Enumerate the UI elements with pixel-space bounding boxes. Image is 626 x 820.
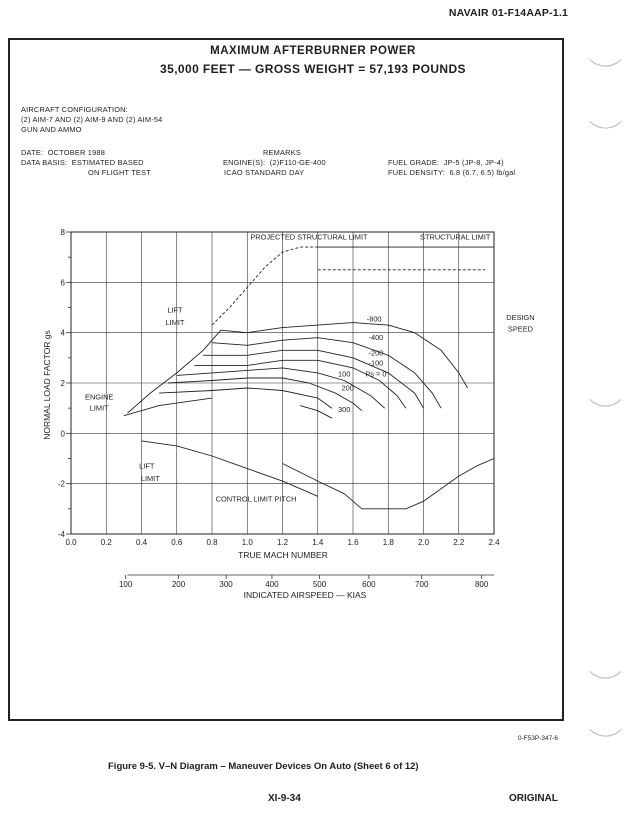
kias-tick-label: 100 <box>118 580 133 589</box>
y-tick-label: 6 <box>60 278 65 288</box>
series-300 <box>300 406 332 419</box>
config-heading: AIRCRAFT CONFIGURATION: <box>21 105 128 114</box>
x-tick-label: 0.0 <box>65 538 77 547</box>
annotation-label: -800 <box>366 314 382 324</box>
annotation-label: -200 <box>368 348 384 358</box>
x-tick-label: 2.2 <box>453 538 465 547</box>
series-projected-structural-limit <box>212 247 318 325</box>
engine-text: ENGINE(S): (2)F110-GE-400 <box>223 158 326 167</box>
annotation-label: LIFT <box>167 305 183 315</box>
document-status: ORIGINAL <box>509 793 558 804</box>
chart-grid <box>71 232 494 534</box>
x-tick-label: 0.4 <box>135 538 148 547</box>
annotation-label: SPEED <box>507 324 533 334</box>
series-200 <box>159 388 332 408</box>
annotation-label: ENGINE <box>85 392 114 402</box>
y-axis-label: NORMAL LOAD FACTOR gs <box>42 330 52 440</box>
annotation-label: 200 <box>341 383 354 393</box>
kias-tick-label: 700 <box>415 580 429 589</box>
series-lift-limit <box>142 441 318 496</box>
icao-text: ICAO STANDARD DAY <box>224 168 305 177</box>
chart-annotations <box>85 233 535 504</box>
x-tick-label: 2.0 <box>417 538 430 547</box>
annotation-label: STRUCTURAL LIMIT <box>420 232 491 242</box>
annotation-label: Ps = 0 <box>365 369 387 379</box>
annotation-label: LIMIT <box>165 318 185 328</box>
kias-tick-label: 800 <box>474 580 489 589</box>
series-engine-limit <box>124 398 212 416</box>
x-tick-label: 0.6 <box>171 538 183 547</box>
x-tick-label: 0.2 <box>100 538 112 547</box>
y-tick-label: -2 <box>57 479 65 489</box>
figure-id: 0-F53P-347-6 <box>517 735 558 742</box>
remarks-heading: REMARKS <box>263 148 301 157</box>
config-line-2: GUN AND AMMO <box>21 125 82 134</box>
annotation-label: LIMIT <box>89 403 109 413</box>
fuel-density: FUEL DENSITY: 6.8 (6.7, 6.5) lb/gal <box>388 168 516 177</box>
y-tick-label: -4 <box>57 530 65 539</box>
annotation-label: 100 <box>338 369 351 379</box>
config-line-1: (2) AIM-7 AND (2) AIM-9 AND (2) AIM-54 <box>21 115 163 124</box>
x-axis-label: TRUE MACH NUMBER <box>238 550 328 560</box>
kias-tick-label: 300 <box>219 580 233 589</box>
y-tick-label: 0 <box>60 429 65 439</box>
series-100 <box>194 360 406 408</box>
series-200 <box>203 350 423 408</box>
annotation-label: DESIGN <box>506 313 535 323</box>
kias-tick-label: 600 <box>362 580 376 589</box>
data-basis-1: DATA BASIS: ESTIMATED BASED <box>21 158 144 167</box>
chart-title: MAXIMUM AFTERBURNER POWER <box>210 45 416 57</box>
annotation-label: -400 <box>368 333 384 343</box>
page-number: XI-9-34 <box>268 793 301 804</box>
x-tick-label: 1.4 <box>312 538 324 547</box>
x-tick-label: 2.4 <box>488 538 500 547</box>
x-tick-label: 1.0 <box>241 538 253 547</box>
y-tick-label: 8 <box>60 228 65 237</box>
y-tick-label: 4 <box>60 328 65 338</box>
x-tick-label: 1.6 <box>347 538 359 547</box>
kias-tick-label: 400 <box>265 580 279 589</box>
chart-subtitle: 35,000 FEET — GROSS WEIGHT = 57,193 POUNDS <box>160 62 466 76</box>
kias-tick-label: 200 <box>171 580 186 589</box>
kias-axis-label: INDICATED AIRSPEED — KIAS <box>243 590 367 600</box>
x-tick-label: 1.2 <box>276 538 289 547</box>
figure-caption: Figure 9-5. V–N Diagram – Maneuver Devices On Auto (Sheet 6 of 12) <box>108 761 419 772</box>
document-header: NAVAIR 01-F14AAP-1.1 <box>448 7 568 19</box>
x-tick-label: 1.8 <box>382 538 394 547</box>
annotation-label: CONTROL LIMIT PITCH <box>215 494 297 504</box>
series-400 <box>212 338 441 409</box>
annotation-label: LIFT <box>139 461 155 471</box>
data-basis-2: ON FLIGHT TEST <box>88 168 151 177</box>
annotation-label: -100 <box>368 358 384 368</box>
y-tick-label: 2 <box>60 379 65 388</box>
annotation-label: 300 <box>338 404 351 414</box>
annotation-label: LIMIT <box>140 474 160 484</box>
x-tick-label: 0.8 <box>206 538 218 547</box>
annotation-label: PROJECTED STRUCTURAL LIMIT <box>250 232 368 242</box>
chart-series <box>124 247 494 509</box>
kias-tick-label: 500 <box>312 580 327 589</box>
fuel-grade: FUEL GRADE: JP-5 (JP-8, JP-4) <box>388 158 504 167</box>
date-text: DATE: OCTOBER 1988 <box>21 148 106 157</box>
